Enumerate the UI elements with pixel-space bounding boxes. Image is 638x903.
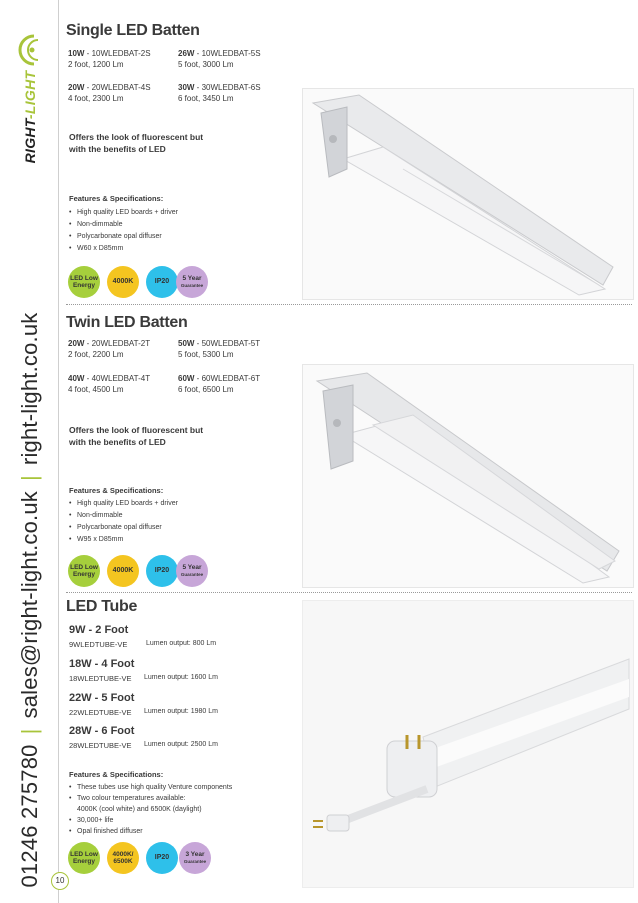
led-low-energy-badge: LED Low Energy	[68, 555, 100, 587]
feature-item: • These tubes use high quality Venture components	[69, 782, 232, 793]
contact-strip	[17, 313, 43, 888]
tagline: Offers the look of fluorescent but with the benefits of LED	[69, 425, 204, 447]
product-photo-led-tube	[302, 600, 634, 888]
feature-item: • High quality LED boards + driver	[69, 498, 178, 510]
led-low-energy-badge: LED Low Energy	[68, 266, 100, 298]
product-photo-single-batten	[302, 88, 634, 300]
led-low-energy-badge: LED Low Energy	[68, 842, 100, 874]
tube-code: 28WLEDTUBE-VE	[69, 741, 132, 750]
product-photo-twin-batten	[302, 364, 634, 588]
feature-item: • 30,000+ life	[69, 815, 232, 826]
tube-name: 9W - 2 Foot	[69, 624, 129, 636]
section-title: Twin LED Batten	[66, 314, 188, 331]
model-spec: 20W - 20WLEDBAT-4S 4 foot, 2300 Lm	[68, 83, 151, 103]
model-spec: 10W - 10WLEDBAT-2S 2 foot, 1200 Lm	[68, 49, 151, 69]
colour-temperature-badge: 4000K	[107, 555, 139, 587]
feature-item: • Polycarbonate opal diffuser	[69, 231, 178, 243]
section-title: Single LED Batten	[66, 22, 200, 39]
led-tube-illustration	[303, 601, 633, 887]
feature-item: • W95 x D85mm	[69, 534, 178, 546]
tagline: Offers the look of fluorescent but with the benefits of LED	[69, 132, 204, 154]
contact-email[interactable]: sales@right-light.co.uk	[17, 491, 42, 719]
tube-code: 18WLEDTUBE-VE	[69, 674, 132, 683]
feature-item: • Non-dimmable	[69, 219, 178, 231]
model-spec: 20W - 20WLEDBAT-2T 2 foot, 2200 Lm	[68, 339, 151, 359]
logo-wordmark: RIGHT-LIGHT	[22, 70, 38, 164]
contact-phone: 01246 275780	[17, 744, 42, 888]
section-single-led-batten	[66, 22, 632, 302]
tube-lumen: Lumen output: 2500 Lm	[144, 741, 218, 748]
ip-rating-badge: IP20	[146, 266, 178, 298]
side-divider	[58, 0, 59, 903]
features-list	[69, 498, 178, 546]
tube-name: 18W - 4 Foot	[69, 658, 135, 670]
single-batten-illustration	[303, 89, 633, 299]
features-title: Features & Specifications:	[69, 194, 164, 203]
feature-item: • W60 x D85mm	[69, 243, 178, 255]
tube-lumen: Lumen output: 800 Lm	[146, 640, 217, 647]
tube-lumen: Lumen output: 1600 Lm	[144, 674, 218, 681]
tube-name: 28W - 6 Foot	[69, 725, 135, 737]
model-spec: 50W - 50WLEDBAT-5T 5 foot, 5300 Lm	[178, 339, 261, 359]
contact-separator: |	[17, 475, 42, 481]
feature-item: • Polycarbonate opal diffuser	[69, 522, 178, 534]
model-spec: 60W - 60WLEDBAT-6T 6 foot, 6500 Lm	[178, 374, 261, 394]
tube-name: 22W - 5 Foot	[69, 692, 135, 704]
model-spec: 30W - 30WLEDBAT-6S 6 foot, 3450 Lm	[178, 83, 261, 103]
page-number: 10	[51, 872, 69, 890]
guarantee-badge: 5 Year Guarantee	[176, 266, 208, 298]
feature-item: • Two colour temperatures available:	[69, 793, 232, 804]
tube-code: 22WLEDTUBE-VE	[69, 708, 132, 717]
ip-rating-badge: IP20	[146, 555, 178, 587]
brand-logo	[8, 22, 52, 172]
section-twin-led-batten	[66, 314, 632, 596]
feature-continuation: 4000K (cool white) and 6500K (daylight)	[77, 806, 202, 813]
guarantee-badge: 5 Year Guarantee	[176, 555, 208, 587]
section-divider	[66, 592, 632, 593]
features-list	[69, 207, 178, 255]
features-list	[69, 782, 232, 837]
section-led-tube	[66, 598, 632, 890]
feature-item: • Opal finished diffuser	[69, 826, 232, 837]
colour-temperature-badge: 4000K	[107, 266, 139, 298]
twin-batten-illustration	[303, 365, 633, 587]
tube-lumen: Lumen output: 1980 Lm	[144, 708, 218, 715]
tube-code: 9WLEDTUBE-VE	[69, 640, 128, 649]
section-title: LED Tube	[66, 598, 138, 615]
features-title: Features & Specifications:	[69, 770, 164, 779]
contact-website[interactable]: right-light.co.uk	[17, 312, 42, 466]
contact-separator: |	[17, 728, 42, 735]
section-divider	[66, 304, 632, 305]
model-spec: 40W - 40WLEDBAT-4T 4 foot, 4500 Lm	[68, 374, 151, 394]
guarantee-badge: 3 Year Guarantee	[179, 842, 211, 874]
model-spec: 26W - 10WLEDBAT-5S 5 foot, 3000 Lm	[178, 49, 261, 69]
colour-temperature-badge: 4000K/ 6500K	[107, 842, 139, 874]
feature-item: • Non-dimmable	[69, 510, 178, 522]
ip-rating-badge: IP20	[146, 842, 178, 874]
features-title: Features & Specifications:	[69, 486, 164, 495]
feature-item: • High quality LED boards + driver	[69, 207, 178, 219]
